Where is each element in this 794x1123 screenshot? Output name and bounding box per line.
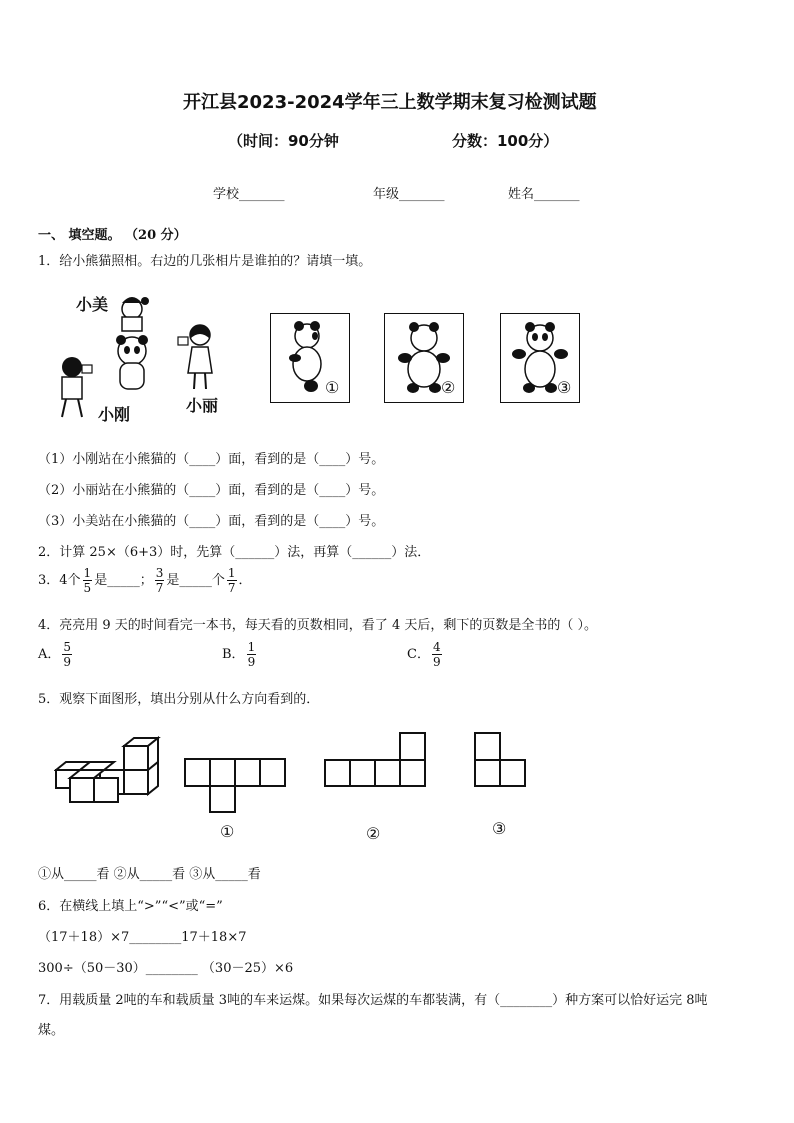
school-field: 学校_______ [213,187,285,202]
question-7-line-1: 7．用载质量 2吨的车和载质量 3吨的车来运煤。如果每次运煤的车都装满，有（________）种方案可以恰好运完 8吨 [38,993,708,1008]
q3-mid1: 是_____； [94,573,153,588]
question-6: 6．在横线上填上“>”“<”或“=” [38,899,223,914]
q6-line-1: （17＋18）×7________17＋18×7 [38,930,247,945]
photo-3-num: ③ [557,378,572,397]
photo-2-num: ② [441,378,456,397]
q6-line-2: 300÷（50－30）________ （30－25）×6 [38,961,294,976]
question-3 [38,566,252,595]
fraction-1-5: $\frac{1}{5}$ [83,566,92,595]
name-field: 姓名_______ [508,187,580,202]
fraction-1-7: $\frac{1}{7}$ [227,566,236,595]
view-2-grid [324,732,428,788]
q4-option-a: A． $\frac{5}{9}$ [38,640,72,669]
question-5: 5．观察下面图形，填出分别从什么方向看到的． [38,692,320,707]
label-xiaogang: 小刚 [98,405,131,424]
fraction-3-7: $\frac{3}{7}$ [155,566,164,595]
photo-1-num: ① [325,378,340,397]
page-title: 开江县2023-2024学年三上数学期末复习检测试题 [183,92,597,113]
q3-end: ． [238,573,252,588]
view-1-num: ① [220,822,235,841]
view-2-num: ② [366,824,381,843]
label-xiaoli: 小丽 [186,396,219,415]
q3-prefix: 3．4个 [38,573,81,588]
section-heading: 一、 填空题。 （20 分） [38,228,187,243]
question-1-sub-2: （2）小丽站在小熊猫的（____）面，看到的是（____）号。 [38,483,385,498]
view-1-drawing [184,758,288,818]
q5-answer: ①从_____看 ②从_____看 ③从_____看 [38,867,261,882]
view-3-drawing [474,732,530,792]
question-1-sub-1: （1）小刚站在小熊猫的（____）面，看到的是（____）号。 [38,452,385,467]
view-2-drawing [324,732,428,792]
question-1-sub-3: （3）小美站在小熊猫的（____）面，看到的是（____）号。 [38,514,385,529]
q3-mid2: 是_____个 [166,573,225,588]
view-3-num: ③ [492,819,507,838]
question-7-line-2: 煤。 [38,1023,65,1038]
photo-1 [270,313,350,403]
view-1-grid [184,758,288,814]
q4-option-b: B． $\frac{1}{9}$ [222,640,256,669]
grade-field: 年级_______ [373,187,445,202]
view-3-grid [474,732,530,788]
q4-option-c: C． $\frac{4}{9}$ [407,640,441,669]
question-1: 1．给小熊猫照相。右边的几张相片是谁拍的？请填一填。 [38,254,372,269]
exam-score: 分数：100分） [452,132,559,150]
exam-time: （时间：90分钟 [228,132,339,150]
question-2: 2．计算 25×（6+3）时，先算（______）法，再算（______）法． [38,545,431,560]
question-4: 4．亮亮用 9 天的时间看完一本书，每天看的页数相同，看了 4 天后，剩下的页数是全书的（ ）。 [38,618,597,633]
photo-2 [384,313,464,403]
label-xiaomei: 小美 [76,295,109,314]
cube-stack-icon [54,736,164,804]
photo-3 [500,313,580,403]
cube-solid-drawing [54,736,164,808]
